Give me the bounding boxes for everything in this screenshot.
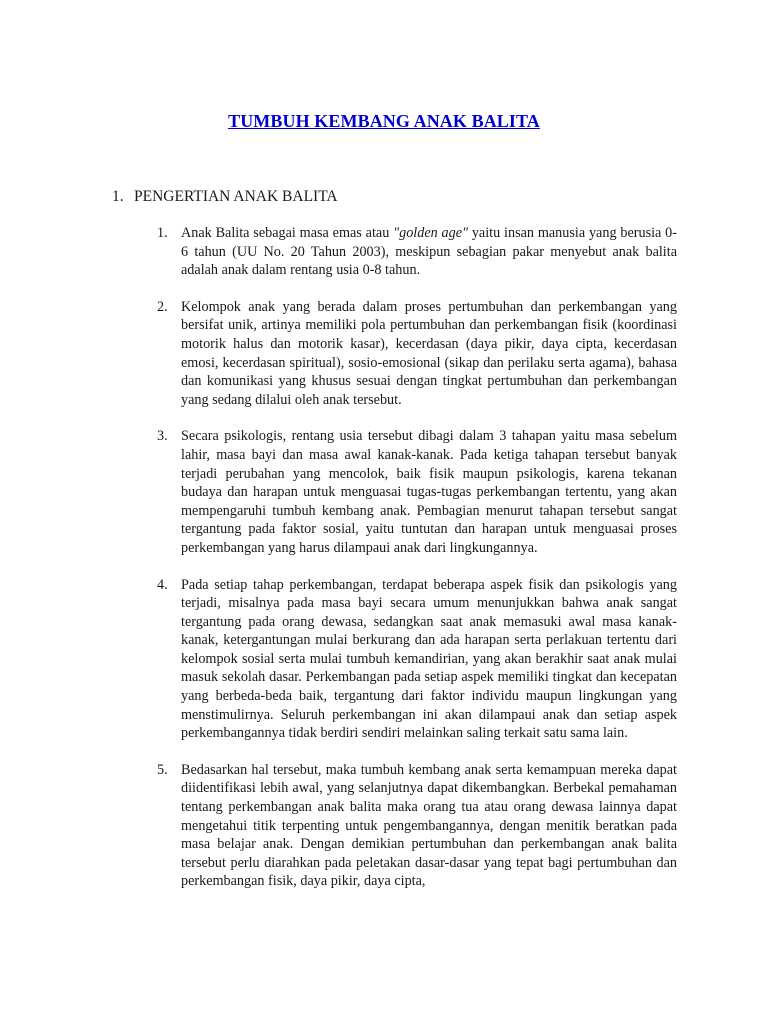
list-item: [157, 298, 677, 410]
list-item: [157, 761, 677, 891]
section-number: 1.: [112, 188, 124, 205]
list-item-number: 4.: [157, 576, 168, 593]
list-item-text: Bedasarkan hal tersebut, maka tumbuh kembang anak serta kemampuan mereka dapat diidentifikasi lebih awal, yang selanjutnya dapat dikembangkan. Berbekal pemahaman tentang perkembangan anak balita maka orang tua atau orang dewasa lainnya dapat mengetahui titik terpenting untuk pengembangannya, dengan menitik beratkan pada masa belajar anak. Dengan demikian pertumbuhan dan perkembangan anak balita tersebut perlu diarahkan pada peletakan dasar-dasar yang tepat bagi pertumbuhan dan perkembangan fisik, daya pikir, daya cipta,: [181, 761, 677, 890]
list-item-text-part: Anak Balita sebagai masa emas atau: [181, 225, 394, 241]
list-item-text: [181, 224, 677, 280]
list-item-number: 2.: [157, 298, 168, 315]
list-item: [157, 576, 677, 743]
list-item-number: 1.: [157, 225, 168, 241]
document-title: TUMBUH KEMBANG ANAK BALITA: [228, 111, 540, 131]
section-title: PENGERTIAN ANAK BALITA: [134, 188, 338, 205]
list-item-text: Kelompok anak yang berada dalam proses pertumbuhan dan perkembangan yang bersifat unik, artinya memiliki pola pertumbuhan dan perkembangan fisik (koordinasi motorik halus dan motorik kasar), kecerdasan (daya pikir, daya cipta, kecerdasan emosi, kecerdasan spiritual), sosio-emosional (sikap dan perilaku serta agama), bahasa dan komunikasi yang khusus sesuai dengan tingkat pertumbuhan dan perkembangan yang sedang dilalui oleh anak tersebut.: [181, 298, 677, 408]
section-heading: [112, 188, 338, 206]
list-item: [157, 224, 677, 280]
numbered-list: [157, 224, 677, 909]
list-item-text: Secara psikologis, rentang usia tersebut dibagi dalam 3 tahapan yaitu masa sebelum lahir, masa bayi dan masa awal kanak-kanak. Pada ketiga tahapan tersebut banyak terjadi perubahan yang mencolok, baik fisik maupun psikologis, karena tekanan budaya dan harapan untuk menguasai tugas-tugas perkembangan tertentu, yang akan mempengaruhi tumbuh kembang anak. Pembagian menurut tahapan tersebut sangat tergantung pada faktor sosial, yaitu tuntutan dan harapan untuk menguasai proses perkembangan yang harus dilampaui anak dari lingkungannya.: [181, 428, 677, 556]
list-item-number: 3.: [157, 428, 168, 445]
list-item-text-part: yaitu insan manusia yang berusia 0-6 tahun (UU No. 20 Tahun 2003), meskipun sebagian pakar menyebut anak balita adalah anak dalam rentang usia 0-8 tahun.: [181, 225, 678, 279]
list-item-number: 5.: [157, 761, 168, 778]
list-item: [157, 427, 677, 557]
list-item-italic-term: "golden age": [393, 225, 468, 241]
list-item-text: Pada setiap tahap perkembangan, terdapat beberapa aspek fisik dan psikologis yang terjadi, misalnya pada masa bayi secara umum menunjukkan bahwa anak sangat tergantung pada orang dewasa, sedangkan saat anak memasuki awal masa kanak-kanak, ketergantungan mulai berkurang dan ada harapan serta perlakuan tertentu dari kelompok sosial serta mulai tumbuh kemandirian, yang akan berakhir saat anak mulai masuk sekolah dasar. Perkembangan pada setiap aspek memiliki tingkat dan kecepatan yang berbeda-beda baik, tergantung dari faktor individu maupun lingkungan yang menstimulirnya. Seluruh perkembangan ini akan dilampaui anak dan setiap aspek perkembangannya tidak berdiri sendiri melainkan saling terkait satu sama lain.: [181, 576, 677, 742]
